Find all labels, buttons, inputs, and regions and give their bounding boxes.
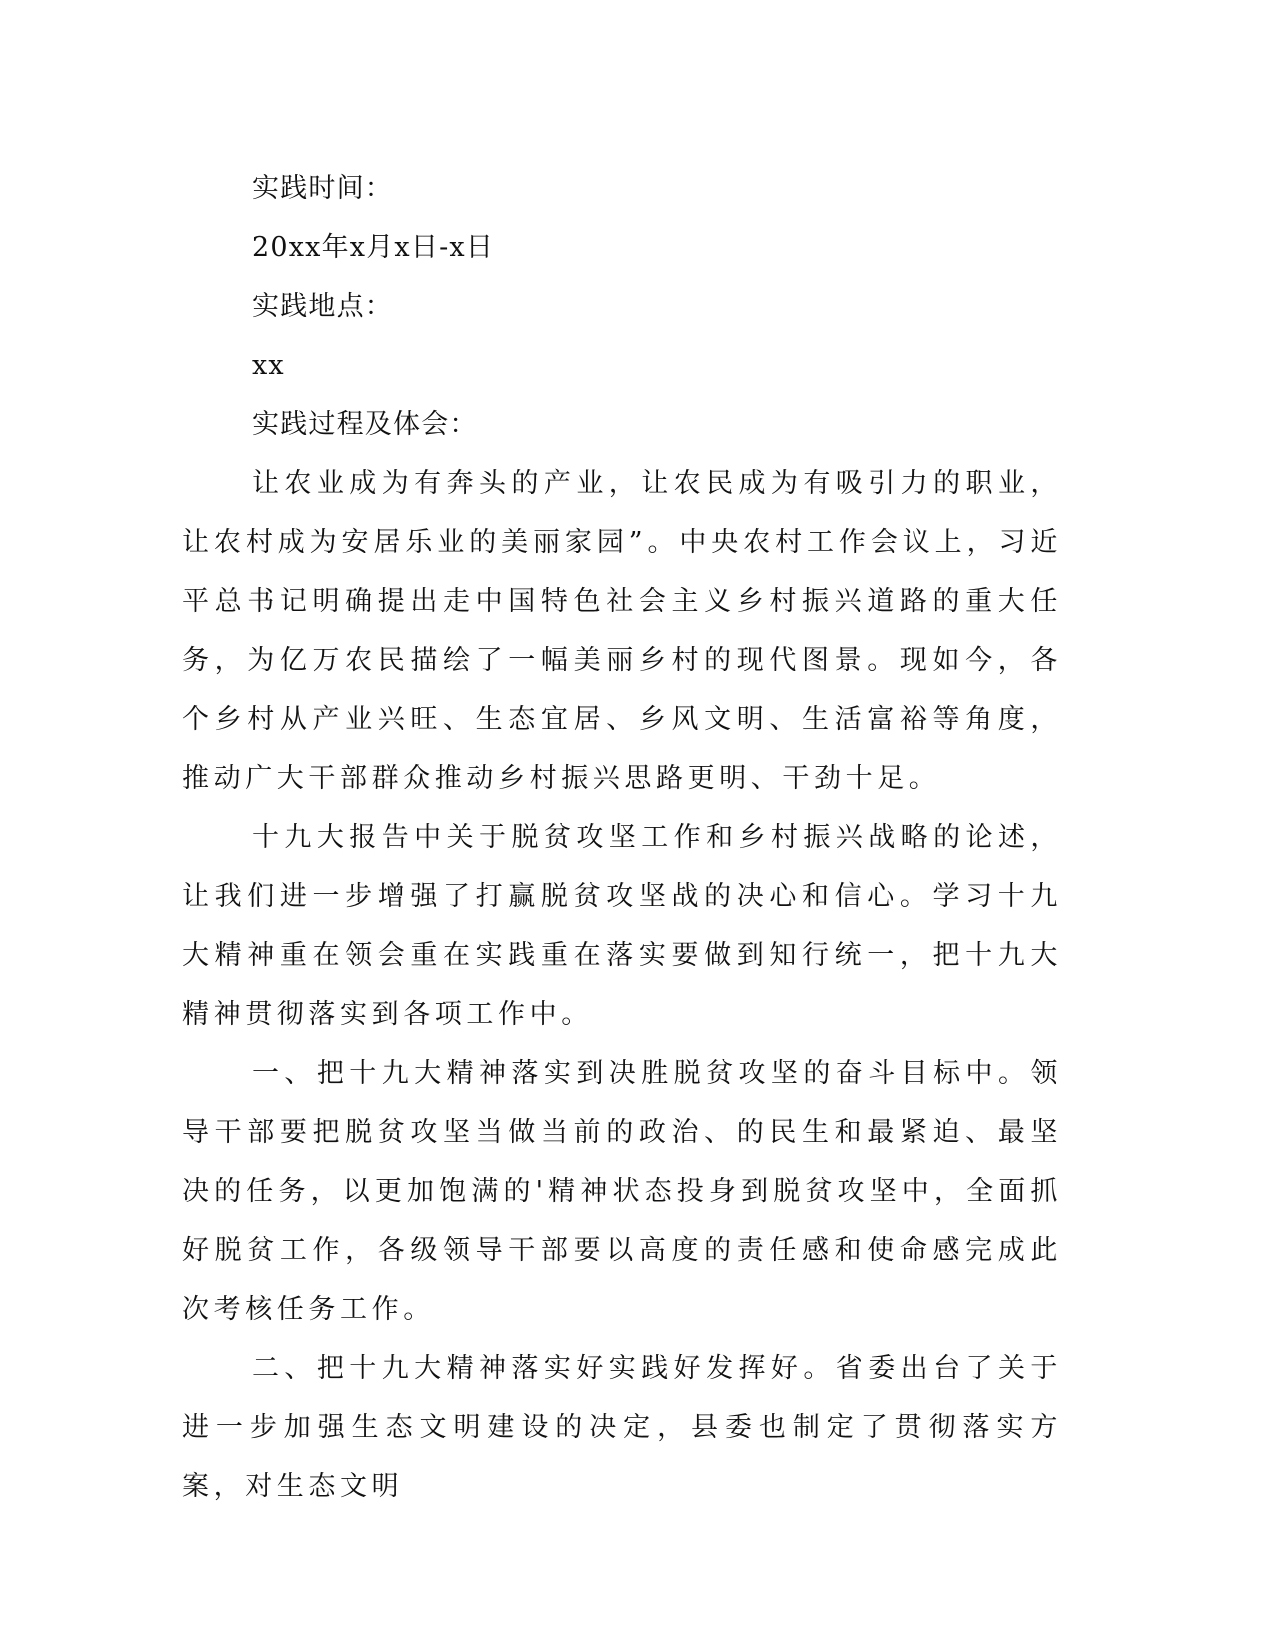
paragraph-nineteenth-congress-report: 十九大报告中关于脱贫攻坚工作和乡村振兴战略的论述，让我们进一步增强了打赢脱贫攻坚战的决心和信心。学习十九大精神重在领会重在实践重在落实要做到知行统一，把十九大精神贯彻落实到各项工作中。 [182, 822, 1062, 1030]
paragraph-point-one: 一、把十九大精神落实到决胜脱贫攻坚的奋斗目标中。领导干部要把脱贫攻坚当做当前的政治、的民生和最紧迫、最坚决的任务，以更加饱满的'精神状态投身到脱贫攻坚中，全面抓好脱贫工作，各级领导干部要以高度的责任感和使命感完成此次考核任务工作。 [182, 1058, 1062, 1325]
practice-place-label: 实践地点： [252, 291, 393, 322]
practice-place-value: xx [252, 350, 285, 381]
document-body [182, 159, 1062, 1516]
practice-time-label: 实践时间： [252, 173, 393, 204]
paragraph-rural-revitalization: 让农业成为有奔头的产业，让农民成为有吸引力的职业，让农村成为安居乐业的美丽家园”。中央农村工作会议上，习近平总书记明确提出走中国特色社会主义乡村振兴道路的重大任务，为亿万农民描绘了一幅美丽乡村的现代图景。现如今，各个乡村从产业兴旺、生态宜居、乡风文明、生活富裕等角度，推动广大干部群众推动乡村振兴思路更明、干劲十足。 [182, 468, 1062, 794]
practice-time-value: 20xx年x月x日-x日 [252, 232, 495, 263]
paragraph-point-two: 二、把十九大精神落实好实践好发挥好。省委出台了关于进一步加强生态文明建设的决定，县委也制定了贯彻落实方案，对生态文明 [182, 1353, 1062, 1502]
practice-process-label: 实践过程及体会： [252, 409, 478, 440]
